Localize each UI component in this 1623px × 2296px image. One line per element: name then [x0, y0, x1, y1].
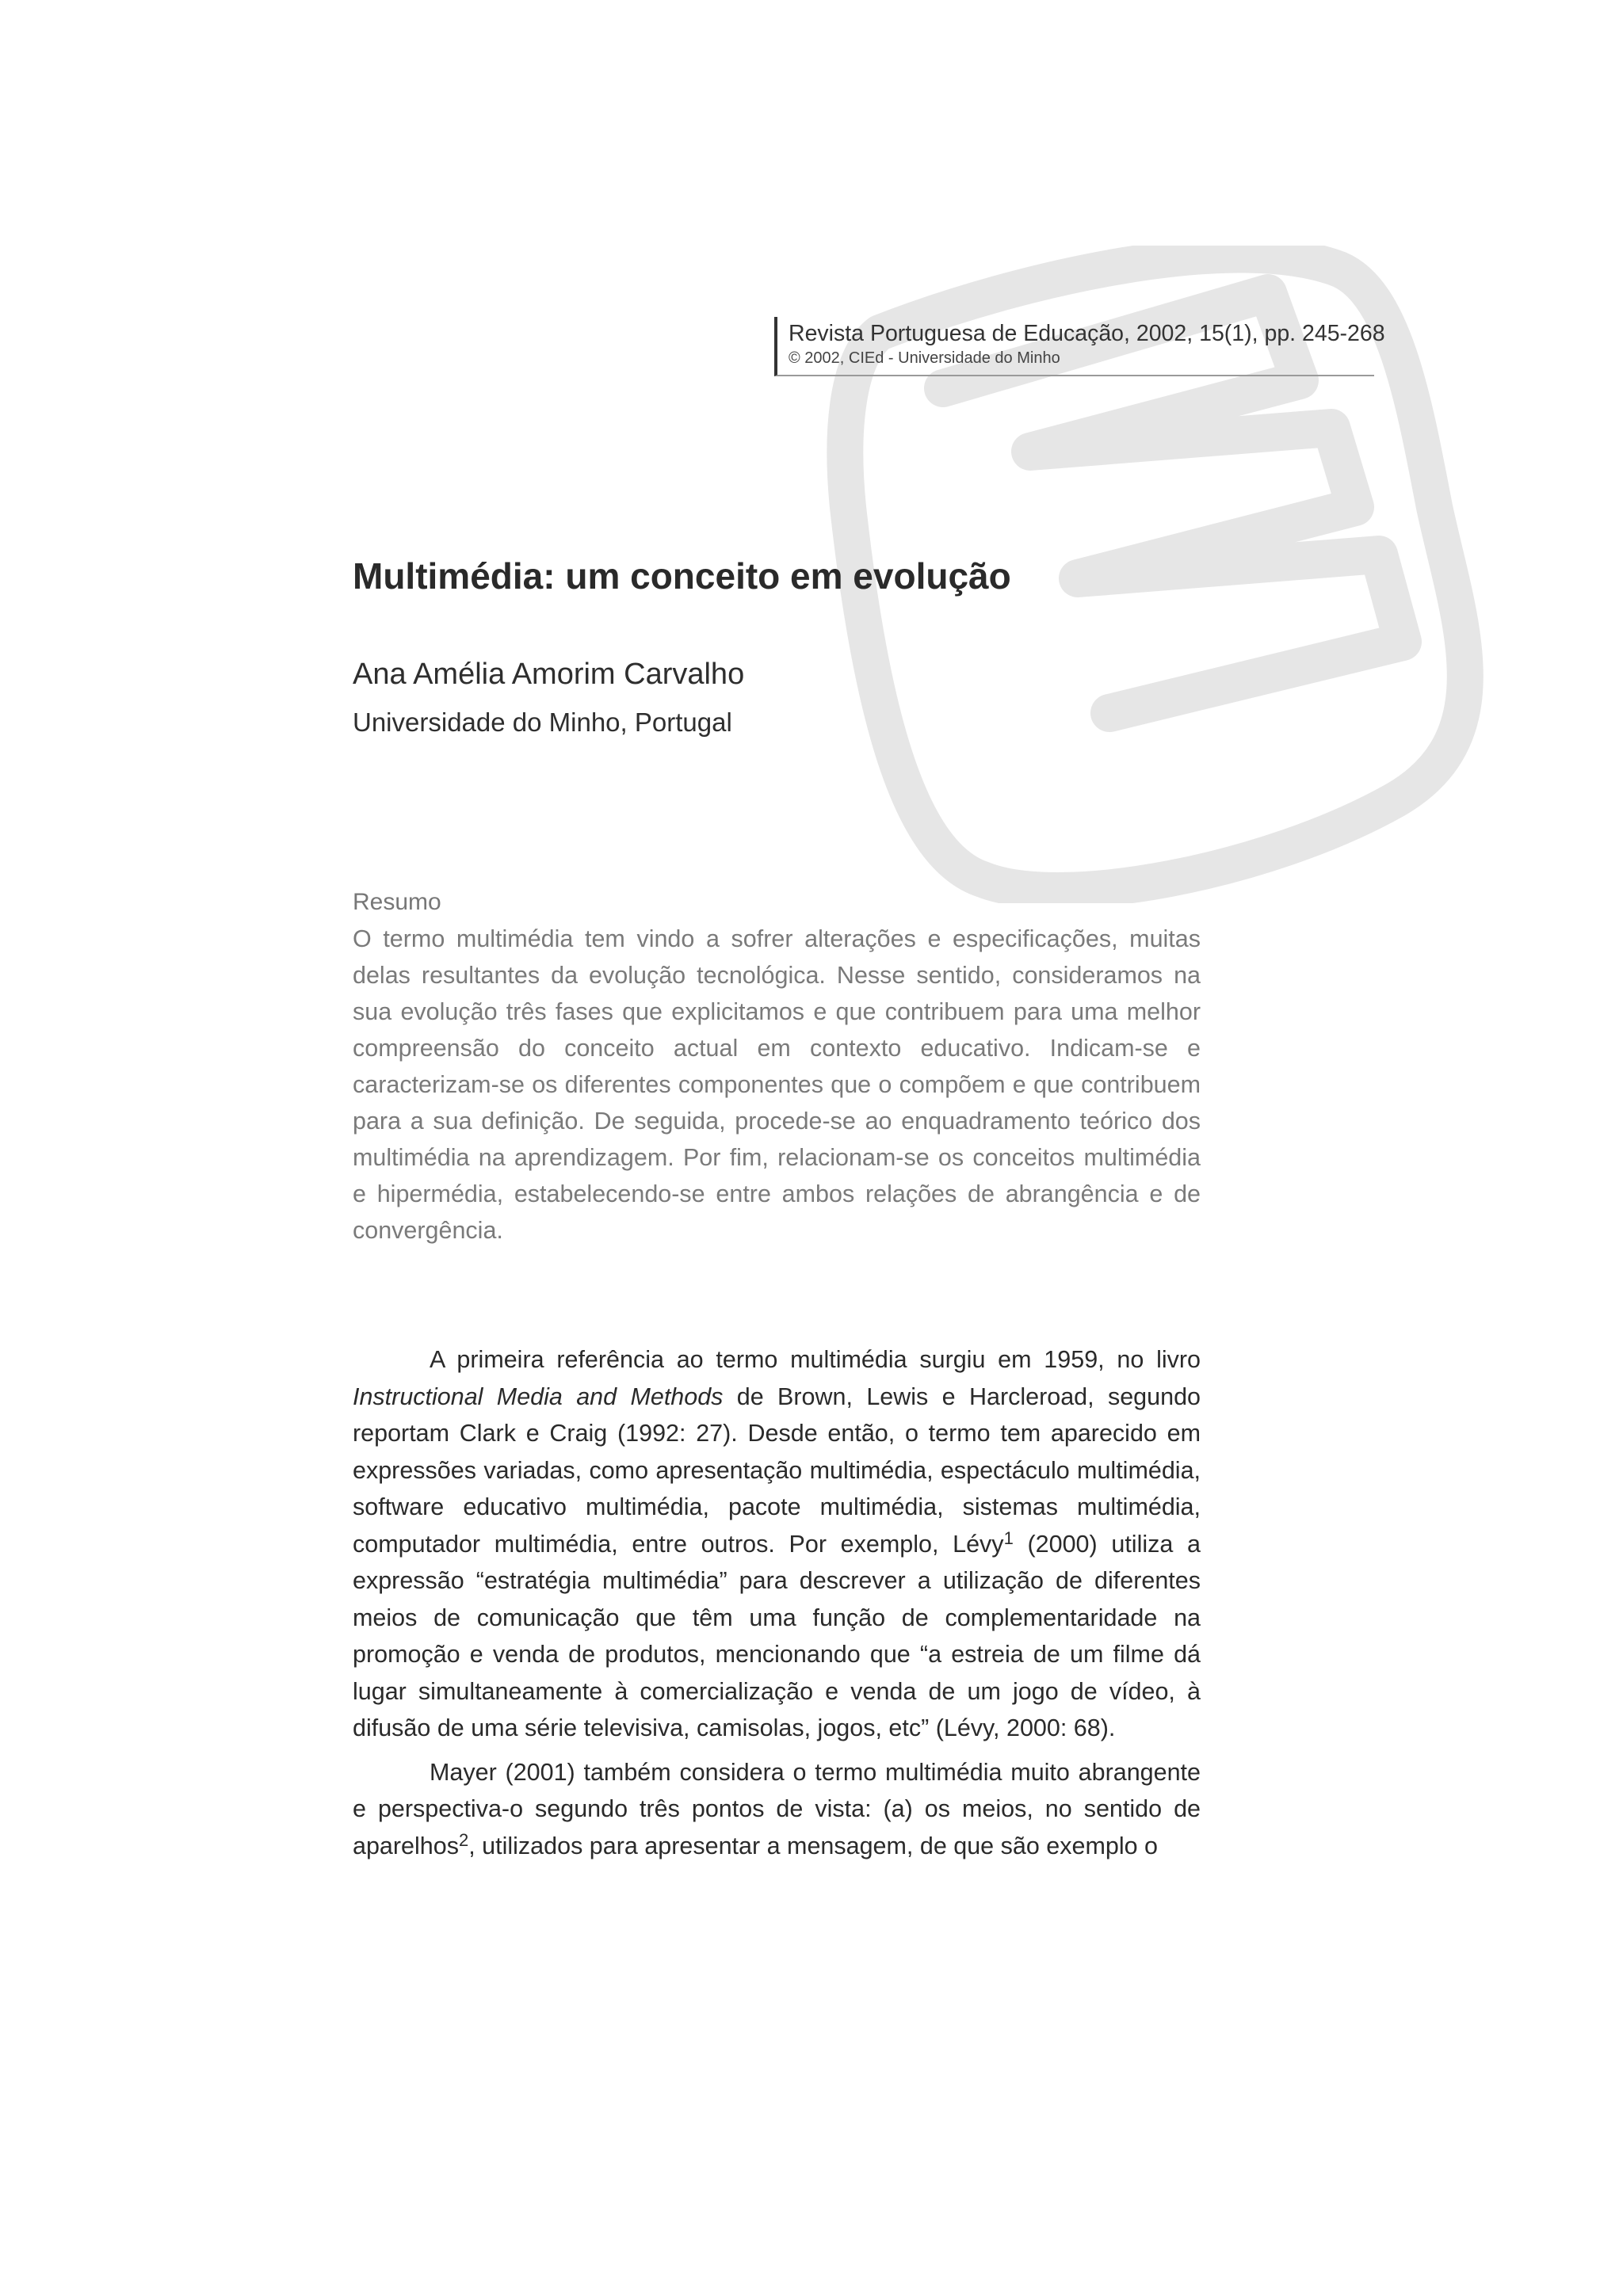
body-text: Mayer (2001) também considera o termo multimédia muito abrangente e perspectiva-o segundo três pontos de vista: (a) os meios, no sentido de aparelhos	[353, 1758, 1201, 1859]
footnote-marker: 2	[458, 1829, 469, 1850]
body-text: , utilizados para apresentar a mensagem, de que são exemplo o	[468, 1832, 1158, 1859]
body-text: de Brown, Lewis e Harcleroad, segundo reportam Clark e Craig (1992: 27). Desde então, o termo tem aparecido em expressões variadas, como apresentação multimédia, espectáculo multimédia, software educativo multimédia, pacote multimédia, sistemas multimédia, computador multimédia, entre outros. Por exemplo, Lévy	[353, 1383, 1201, 1558]
body-text: A primeira referência ao termo multimédia surgiu em 1959, no livro	[430, 1346, 1201, 1373]
journal-header	[774, 317, 1385, 376]
author-affiliation: Universidade do Minho, Portugal	[353, 707, 732, 737]
abstract-heading: Resumo	[353, 889, 441, 915]
abstract-text: O termo multimédia tem vindo a sofrer alterações e especificações, muitas delas resultantes da evolução tecnológica. Nesse sentido, consideramos na sua evolução três fases que explicitamos e que contribuem para uma melhor compreensão do conceito actual em contexto educativo. Indicam-se e caracterizam-se os diferentes componentes que o compõem e que contribuem para a sua definição. De seguida, procede-se ao enquadramento teórico dos multimédia na aprendizagem. Por fim, relacionam-se os conceitos multimédia e hipermédia, estabelecendo-se entre ambos relações de abrangência e de convergência.	[353, 925, 1201, 1244]
article-title: Multimédia: um conceito em evolução	[353, 555, 1011, 597]
article-body	[353, 1341, 1201, 1871]
body-paragraph-1	[353, 1341, 1201, 1747]
body-text: (2000) utiliza a expressão “estratégia multimédia” para descrever a utilização de diferentes meios de comunicação que têm uma função de complementaridade na promoção e venda de produtos, mencionando que “a estreia de um filme dá lugar simultaneamente à comercialização e venda de um jogo de vídeo, à difusão de uma série televisiva, camisolas, jogos, etc” (Lévy, 2000: 68).	[353, 1530, 1201, 1741]
author-name: Ana Amélia Amorim Carvalho	[353, 658, 745, 691]
footnote-marker: 1	[1003, 1527, 1014, 1548]
body-paragraph-2	[353, 1754, 1201, 1865]
copyright-notice: © 2002, CIEd - Universidade do Minho	[789, 349, 1060, 367]
book-title: Instructional Media and Methods	[353, 1383, 724, 1410]
journal-citation: Revista Portuguesa de Educação, 2002, 15(1), pp. 245-268	[789, 321, 1385, 346]
